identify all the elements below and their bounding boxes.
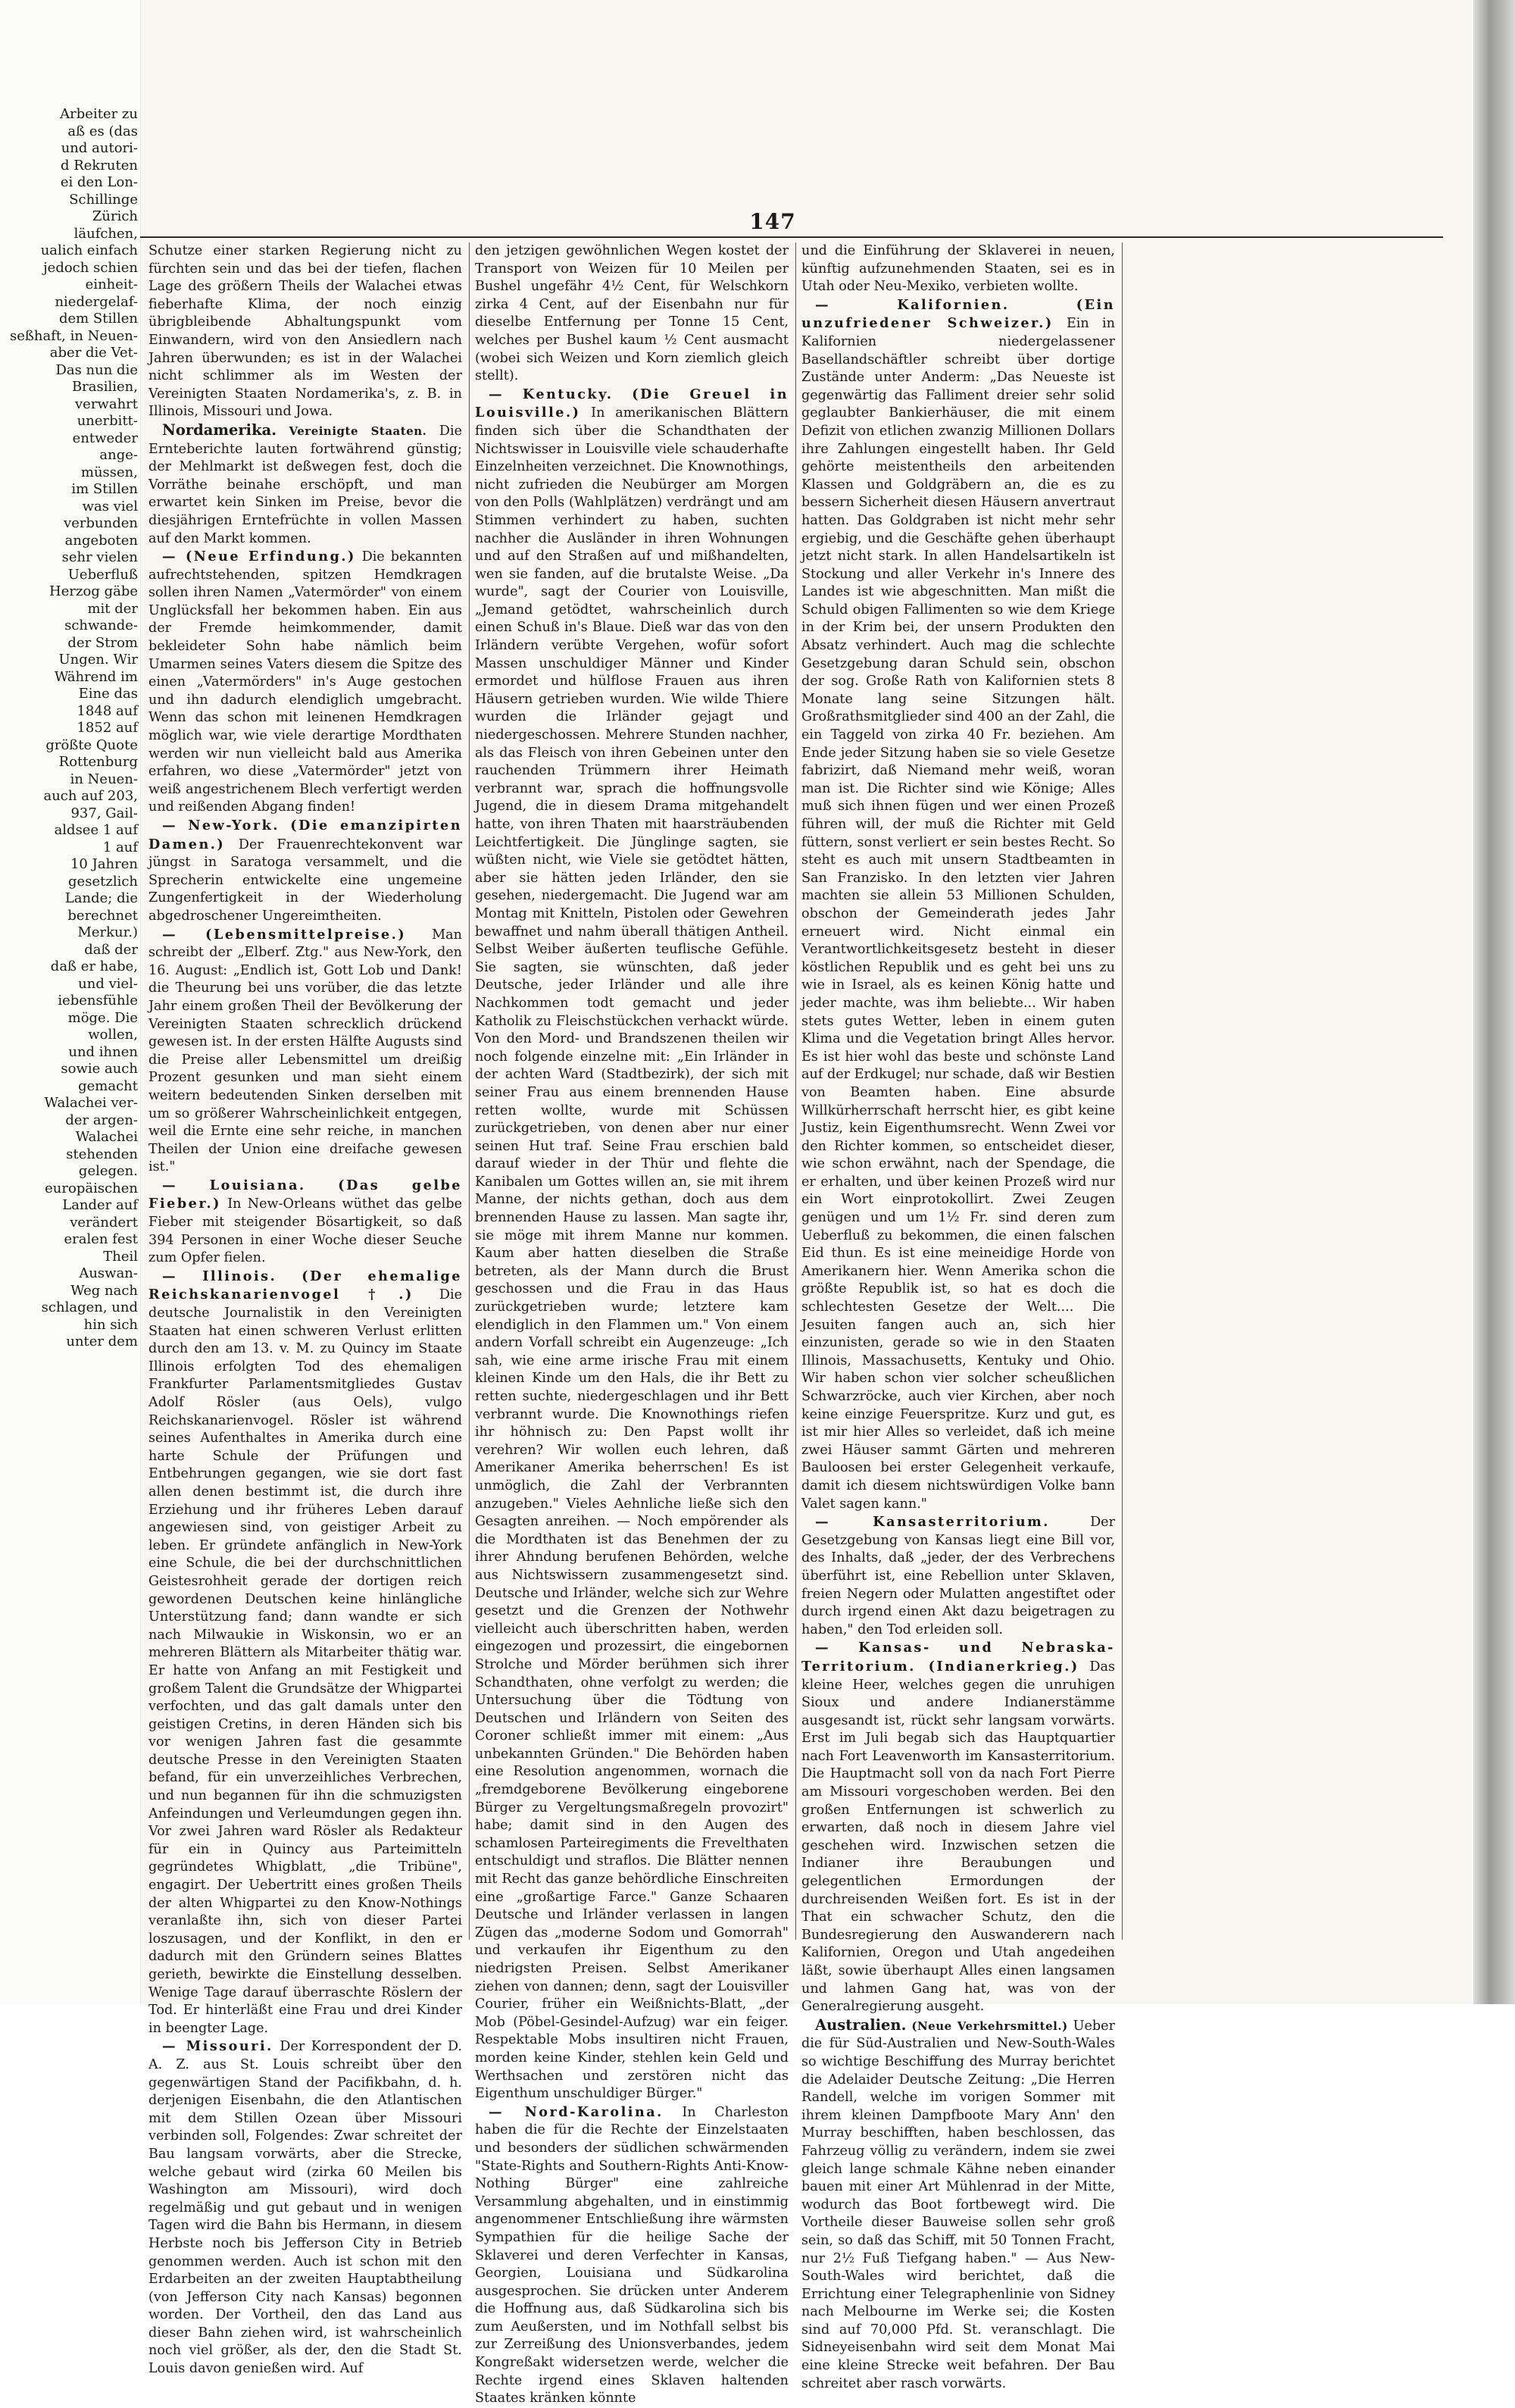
news-item [475, 386, 789, 2103]
region-article [148, 421, 462, 548]
item-heading: — New-York. (Die emanzipirten Damen.) [148, 818, 462, 852]
item-body: Die Ernteberichte lauten fortwährend günstig; der Mehlmarkt ist deßwegen fest, doch die Vorräthe beinahe erschöpft, und man erwartet kein Sinken im Preise, bevor die diesjährigen Erntefrüchte in vollen Massen auf den Markt kommen. [148, 423, 462, 546]
adjacent-page-line: angeboten [64, 532, 138, 549]
adjacent-page-line: müssen, [80, 464, 138, 480]
item-body: Die deutsche Journalistik in den Vereinigten Staaten hat einen schweren Verlust erlitten durch den am 13. v. M. zu Quincy im Staate Illinois erfolgten Tod des ehemaligen Frankfurter Parlamentsmitgliedes Gustav Adolf Rösler (aus Oels), vulgo Reichskanarienvogel. Rösler ist während seines Aufenthaltes in Amerika durch eine harte Schule der Prüfungen und Entbehrungen gegangen, wie sie dort fast allen denen bestimmt ist, die durch ihre Erziehung und ihr früheres Leben darauf angewiesen sind, von geistiger Arbeit zu leben. Er gründete anfänglich in New-York eine Schule, die bei der durchschnittlichen Geistesrohheit gerade der dortigen reich gewordenen Deutschen keine hinlängliche Unterstützung fand; dann wandte er sich nach Milwaukie in Wiskonsin, wo er an mehreren Blättern als Mitarbeiter thätig war. Er hatte von Anfang an mit Festigkeit und großem Talent die Grundsätze der Whigpartei verfochten, und das galt damals unter den geistigen Cretins, in deren Händen sich bis vor wenigen Jahren fast die gesammte deutsche Presse in den Vereinigten Staaten befand, für ein unverzeihliches Verbrechen, und nun begannen für ihn die schmuzigsten Anfeindungen und Verleumdungen gegen ihn. Vor zwei Jahren ward Rösler als Redakteur für ein in Quincy aus Parteimitteln gegründetes Whigblatt, „die Tribüne", engagirt. Der Uebertritt eines großen Theils der alten Whigpartei zu den Know-Nothings veranlaßte ihn, sich von dieser Partei loszusagen, und der Konflikt, in den er dadurch mit den Gründern seines Blattes gerieth, bewirkte die Einstellung desselben. Wenige Tage darauf überraschte Röslern der Tod. Er hinterläßt eine Frau und drei Kinder in beengter Lage. [148, 1287, 462, 2036]
adjacent-page-line: der argen- [65, 1112, 138, 1128]
header-rule [140, 236, 1443, 238]
adjacent-page-line: gemacht [78, 1077, 138, 1094]
adjacent-page-line: Rottenburg [58, 754, 138, 770]
adjacent-page-line: sowie auch [61, 1061, 138, 1077]
adjacent-page-line: 937, Gail- [70, 805, 138, 821]
item-heading: — Kansasterritorium. [815, 1514, 1050, 1531]
item-body: Ein in Kalifornien niedergelassener Basellandschäftler schreibt über dortige Zustände unter Anderm: „Das Neueste ist gegenwärtig das Falliment dreier sehr solid geglaubter Bankierhäuser, die mit einem Defizit von etlichen zwanzig Millionen Dollars ihre Zahlungen eingestellt haben. Ihr Geld gehörte meistentheils den arbeitenden Klassen und Goldgräbern an, die es zu bessern Sicherheit diesen Häusern anvertraut hatten. Das Goldgraben ist nicht mehr sehr ergiebig, und die Geschäfte gehen überhaupt jetzt nicht stark. In allen Handelsartikeln ist Stockung und aller Verkehr in's Innere des Landes ist wie abgeschnitten. Man mißt die Schuld obigen Fallimenten so wie dem Kriege in der Krim bei, der unsern Produkten den Absatz verhindert. Auch mag die schlechte Gesetzgebung daran Schuld sein, obschon der sog. Große Rath von Kalifornien stets 8 Monate lang seine Sitzungen hält. Großrathsmitglieder sind 400 an der Zahl, die ein Taggeld von zirka 40 Fr. beziehen. Am Ende jeder Sitzung haben sie so viele Gesetze fabrizirt, daß Niemand mehr weiß, woran man ist. Die Richter sind wie Könige; Alles muß sich ihnen fügen und wer einen Prozeß führen will, der muß die Richter mit Geld füttern, sonst verliert er sein bestes Recht. So steht es auch mit unsern Stadtbeamten in San Franzisko. In den letzten vier Jahren machten sie allein 53 Millionen Schulden, obschon der Gemeinderath jedes Jahr erneuert wird. Nicht einmal ein Verantwortlichkeitsgesetz besteht in dieser köstlichen Republik und es geht bei uns zu wie in Israel, als es keinen König hatte und jeder machte, was ihm beliebte... Wir haben stets gutes Wetter, leben in einem guten Klima und die Vegetation bringt Alles hervor. Es ist hier wohl das beste und schönste Land auf der Erdkugel; nur schade, daß wir Bestien von Beamten haben. Eine absurde Willkürherrschaft herrscht hier, es gibt keine Justiz, kein Eigenthumsrecht. Wenn Zwei vor den Richter kommen, so entscheidet dieser, wie schon erwähnt, nach der Spendage, die er erhalten, und über keinen Prozeß wird nur ein Wort einprotokollirt. Zwei Zeugen genügen und um 1½ Fr. sind deren zum Ueberfluß zu bekommen, die einen falschen Eid thun. Es ist eine meineidige Horde von Amerikanern hier. Wenn Amerika schon die größte Republik ist, so hat es doch die schlechtesten Gesetze der Welt.... Die Jesuiten fangen auch an, sich hier einzunisten, gerade so wie in den Staaten Illinois, Massachusetts, Kentuky und Ohio. Wir haben schon vier solcher scheußlichen Schwarzröcke, auch vier Kirchen, aber noch keine einzige Feuerspritze. Kurz und gut, es ist mir hier Alles so verleidet, daß ich meine zwei Häuser sammt Gärten und mehreren Bauloosen bei erster Gelegenheit verkaufe, damit ich diesem nichtswürdigen Volke bann Valet sagen kann." [801, 316, 1115, 1512]
adjacent-page-line: Das nun die [55, 361, 138, 378]
adjacent-page-line: in Neuen- [70, 771, 138, 787]
adjacent-page-line: Lande; die [64, 890, 138, 906]
text-column-1 [148, 242, 463, 2377]
adjacent-page-line: Während im [54, 668, 138, 685]
item-heading: — (Lebensmittelpreise.) [162, 926, 407, 943]
adjacent-page-line: Weg nach [70, 1282, 138, 1299]
news-item [801, 1513, 1115, 1639]
adjacent-page-line: Lander auf [62, 1197, 138, 1213]
adjacent-page-line: Auswan- [79, 1265, 138, 1281]
adjacent-page-line: unerbitt- [77, 413, 138, 429]
adjacent-page-line: daß er habe, [50, 959, 138, 974]
item-heading: — Kalifornien. (Ein unzufriedener Schweizer.) [801, 296, 1115, 332]
item-heading: — (Neue Erfindung.) [162, 549, 356, 565]
news-item [148, 817, 462, 926]
news-item [475, 2103, 789, 2408]
news-item [148, 926, 462, 1177]
adjacent-page-line: und viel- [78, 975, 138, 992]
adjacent-page-line: Arbeiter zu [60, 106, 138, 122]
adjacent-page-line: Zürich [92, 208, 138, 224]
adjacent-page-line: größte Quote [45, 736, 138, 753]
text-column-3 [801, 242, 1115, 2391]
item-subheading: Vereinigte Staaten. [289, 424, 427, 438]
column-rule [1122, 242, 1123, 1940]
adjacent-page-line: hin sich [83, 1316, 138, 1333]
adjacent-page-line: niedergelaf- [55, 293, 138, 310]
item-subheading: (Neue Verkehrsmittel.) [911, 2019, 1068, 2033]
adjacent-page-line: ange- [99, 447, 138, 463]
item-body: In amerikanischen Blättern finden sich über die Schandthaten der Nichtswisser in Louisville viele schauderhafte Einzelnheiten verzeichnet. Die Knownothings, nicht zufrieden die Neubürger am Morgen von den Polls (Wahlplätzen) verdrängt und am Stimmen verhindert zu haben, suchten nachher die Ausländer in ihren Wohnungen und auf den Straßen auf und mißhandelten, wen sie fanden, auf die brutalste Weise. „Da wurde", sagt der Courier von Louisville, „Jemand getödtet, wahrscheinlich durch einen Schuß in's Blaue. Dieß war das von den Irländern verübte Vergehen, wofür sofort Massen unschuldiger Männer und Kinder ermordet und hülflose Frauen aus ihren Häusern getrieben wurden. Wie wilde Thiere wurden die Irländer gejagt und niedergeschossen. Mehrere Stunden nachher, als das Fleisch von ihren Gebeinen unter den rauchenden Trümmern ihrer Heimath verbrannt war, sprach die hoffnungsvolle Jugend, die in diesem Drama mitgehandelt hatte, von ihren Thaten mit haarsträubenden Leichtfertigkeit. Die Jünglinge sagten, sie wüßten nicht, wie Viele sie getödtet hätten, aber sie hätten jeden Irländer, den sie gesehen, niedergemacht. Die Jugend war am Montag mit Knitteln, Pistolen oder Gewehren bewaffnet und nahm überall thätigen Antheil. Selbst Weiber äußerten teuflische Gefühle. Sie sagten, sie wünschten, daß jeder Deutsche, jeder Irländer und alle ihre Nachkommen todt gemacht und jeder Katholik zu Fleischstückchen verhackt würde. Von den Mord- und Brandszenen theilen wir noch folgende einzelne mit: „Ein Irländer in der achten Ward (Stadtbezirk), der sich mit seiner Frau aus einem brennenden Hause retten wollte, wurde mit Schüssen zurückgetrieben, von denen aber nur einer seinen Hut traf. Seine Frau erschien bald darauf wieder in der Thür und flehte die Kanibalen um Gottes willen an, sie mit ihrem Manne, der nichts gethan, doch aus dem brennenden Hause zu lassen. Man sagte ihr, sie möge mit ihrem Manne nur kommen. Kaum aber hatten dieselben die Straße betreten, als der Mann durch die Brust geschossen und die Frau in das Haus zurückgetrieben wurde; letztere kam elendiglich in den Flammen um." Von einem andern Vorfall schreibt ein Augenzeuge: „Ich sah, wie eine arme irische Frau mit einem kleinen Kinde um den Hals, die ihr Bett zu retten suchte, niedergeschlagen und ihr Bett verbrannt wurde. Die Knownothings riefen ihr höhnisch zu: Den Papst wollt ihr verehren? Wir wollen euch lehren, daß Amerikaner Amerika beherrschen! Es ist unmöglich, die Zahl der Verbrannten anzugeben." Vieles Aehnliche ließe sich den Gesagten anreihen. — Noch empörender als die Mordthaten ist das Benehmen der zu ihrer Ahndung berufenen Behörden, welche aus Nichtswissern zusammengesetzt sind. Deutsche und Irländer, welche sich zur Wehre gesetzt und die Grenzen der Nothwehr vielleicht auch überschritten haben, werden eingezogen und prozessirt, die eingebornen Strolche und Mörder berühmen sich ihrer Schandthaten, ohne verfolgt zu werden; die Untersuchung über die Tödtung von Deutschen und Irländern von Seiten des Coroner schließt immer mit einem: „Aus unbekannten Gründen." Die Behörden haben eine Resolution angenommen, wornach die „fremdgeborene Bevölkerung eingeborene Bürger zu Vergeltungsmaßregeln provozirt" habe; damit sind in den Augen des schamlosen Parteiregiments die Frevelthaten entschuldigt und straflos. Die Blätter nennen mit Recht das ganze behördliche Einschreiten eine „großartige Farce." Ganze Schaaren Deutsche und Irländer verlassen in langen Zügen das „moderne Sodom und Gomorrah" und verkaufen ihr Eigenthum zu den niedrigsten Preisen. Selbst Amerikaner ziehen von dannen; denn, sagt der Louisviller Courier, früher ein Weißnichts-Blatt, „der Mob (Pöbel-Gesindel-Aufzug) war ein feiger. Respektable Mobs insultiren nicht Frauen, morden keine Kinder, stehlen kein Geld und Werthsachen und zerstören nicht das Eigenthum unschuldiger Bürger." [475, 405, 789, 2102]
adjacent-page-line: einheit- [85, 277, 138, 292]
adjacent-page-line: entweder [72, 430, 138, 446]
page-number: 147 [749, 209, 796, 234]
adjacent-page-line: seßhaft, in Neuen- [10, 327, 138, 344]
news-item [148, 1268, 462, 2038]
adjacent-page-line: ualich einfach [40, 242, 138, 258]
adjacent-page-line: aldsee 1 auf [54, 822, 138, 838]
item-body: In New-Orleans wüthet das gelbe Fieber mit steigender Bösartigkeit, so daß 394 Personen in einer Woche dieser Seuche zum Opfer fielen. [148, 1196, 463, 1266]
item-body: Der Korrespondent der D. A. Z. aus St. Louis schreibt über den gegenwärtigen Stand der Pacifikbahn, d. h. derjenigen Eisenbahn, die den Atlantischen mit dem Stillen Ozean über Missouri verbinden soll, Folgendes: Zwar schreitet der Bau langsam vorwärts, aber die Strecke, welche gebaut wird (zirka 60 Meilen bis Washington am Missouri), wird doch regelmäßig und gut gebaut und in wenigen Tagen wird die Bahn bis Hermann, in diesem Herbste noch bis Jefferson City in Betrieb genommen werden. Auch ist schon mit den Erdarbeiten an der zweiten Hauptabtheilung (von Jefferson City nach Kansas) begonnen worden. Der Vortheil, den das Land aus dieser Bahn ziehen wird, ist wahrscheinlich noch viel größer, als der, den die Stadt St. Louis davon genießen wird. Auf [148, 2039, 463, 2377]
adjacent-page-text [0, 106, 138, 1351]
adjacent-page-line: Eine das [78, 686, 138, 702]
adjacent-page-line: schwande- [64, 618, 138, 633]
adjacent-page-line: Walachei ver- [44, 1095, 138, 1111]
item-body: Ueber die für Süd-Australien und New-South-Wales so wichtige Beschiffung des Murray berichtet die Adelaider Deutsche Zeitung: „Die Herren Randell, welche im vorigen Sommer mit ihrem kleinen Dampfboote Mary Ann' den Murray beschifften, haben beschlossen, das Fahrzeug völlig zu verändern, indem sie zwei gleich lange schmale Kähne neben einander bauen mit einer Art Mühlenrad in der Mitte, wodurch das Boot fortbewegt wird. Die Vortheile dieser Bauweise sollen sehr groß sein, so daß das Schiff, mit 50 Tonnen Fracht, nur 2½ Fuß Tiefgang haben." — Aus New-South-Wales wird berichtet, daß die Errichtung einer Telegraphenlinie von Sidney nach Melbourne im Werke sei; die Kosten sind auf 70,000 Pfd. St. veranschlagt. Die Sidneyeisenbahn wird seit dem Monat Mai eine kleine Strecke weit befahren. Der Bau schreitet aber rasch vorwärts. [801, 2018, 1115, 2391]
adjacent-page-line: jedoch schien [43, 259, 138, 276]
article-continuation [801, 242, 1115, 296]
item-body: Man schreibt der „Elberf. Ztg." aus New-York, den 16. August: „Endlich ist, Gott Lob und Dank! die Theurung bei uns vorüber, die das letzte Jahr einem großen Theil der Bevölkerung der Vereinigten Staaten schrecklich drückend gewesen ist. In der ersten Hälfte Augusts sind die Preise aller Lebensmittel um dreißig Prozent gesunken und man sieht einem weitern bedeutenden Sinken derselben mit um so größerer Wahrscheinlichkeit entgegen, weil die Ernte eine sehr reiche, in manchen Theilen der Union eine dreifache gewesen ist." [148, 927, 463, 1175]
article-continuation [148, 242, 462, 421]
news-item [148, 2037, 462, 2378]
adjacent-page-line: unter dem [66, 1334, 138, 1349]
item-heading: — Kansas- und Nebraska-Territorium. (Indianerkrieg.) [801, 1640, 1115, 1675]
adjacent-page-line: eralen fest [64, 1231, 138, 1247]
adjacent-page-line: verändert [70, 1214, 138, 1231]
adjacent-page-line: 1848 auf [77, 702, 138, 719]
adjacent-page-line: europäischen [45, 1180, 138, 1196]
adjacent-page-line: Schillinge [69, 191, 138, 208]
region-heading: Australien. [815, 2016, 907, 2034]
item-body: Das kleine Heer, welches gegen die unruhigen Sioux und andere Indianerstämme ausgesandt ist, rückt sehr langsam vorwärts. Erst im Juli begab sich das Hauptquartier nach Fort Leavenworth im Kansasterritorium. Die Hauptmacht soll von da nach Fort Pierre am Missouri vorgeschoben werden. Bei den großen Entfernungen ist schwerlich zu erwarten, daß noch in diesem Jahre viel geschehen wird. Inzwischen setzen die Indianer ihre Beraubungen und gelegentlichen Ermordungen der durchreisenden Weißen fort. Es ist in der That ein schwacher Schutz, den die Bundesregierung den Auswanderern nach Kalifornien, Oregon und Utah angedeihen läßt, sowie überhaupt Alles einen langsamen und lahmen Gang hat, was von der Generalregierung ausgeht. [801, 1659, 1115, 2015]
adjacent-page-line: daß der [84, 941, 138, 958]
adjacent-page-line: Brasilien, [71, 379, 138, 395]
adjacent-page-line: was viel [82, 498, 138, 514]
item-body: den jetzigen gewöhnlichen Wegen kostet der Transport von Weizen für 10 Meilen per Bushel ungefähr 4½ Cent, für Welschkorn zirka 4 Cent, auf der Eisenbahn nur für dieselbe Entfernung per Tonne 15 Cent, welches per Bushel kaum ½ Cent ausmacht (wobei sich Weizen und Korn ziemlich gleich stellt). [475, 243, 789, 384]
adjacent-page-line: und ihnen [68, 1043, 138, 1060]
article-continuation [475, 242, 789, 386]
adjacent-page-line: Ungen. Wir [58, 652, 138, 668]
item-heading: — Illinois. (Der ehemalige Reichskanarienvogel †.) [148, 1268, 462, 1303]
adjacent-page-line: iebensfühle [58, 993, 138, 1009]
column-rule [469, 242, 470, 1940]
adjacent-page-line: berechnet [67, 907, 138, 924]
adjacent-page-line: dem Stillen [58, 311, 138, 327]
adjacent-page-line: mit der [87, 600, 138, 617]
news-item [148, 548, 462, 817]
page-fold-shadow [1473, 0, 1515, 2004]
adjacent-page-line: d Rekruten [60, 157, 138, 174]
adjacent-page-line: 10 Jahren [70, 856, 138, 872]
adjacent-page-line: schlagen, und [41, 1299, 138, 1315]
adjacent-page-line: wollen, [88, 1027, 138, 1043]
item-body: Die bekannten aufrechtstehenden, spitzen Hemdkragen sollen ihren Namen „Vatermörder" von einem Unglücksfall her bekommen haben. Ein aus der Fremde heimkommender, damit bekleideter Sohn habe nämlich beim Umarmen seines Vaters diesem die Spitze des einen „Vatermörders" in's Auge gestochen und ihn dadurch elendiglich umgebracht. Wenn das schon mit leinenen Hemdkragen möglich war, wie viele derartige Mordthaten werden wir nun vielleicht bald aus Amerika erfahren, wo diese „Vatermörder" jetzt von weiß angestrichenem Blech verfertigt werden und reißenden Abgang finden! [148, 549, 462, 815]
adjacent-page-line: und autori- [61, 140, 138, 156]
adjacent-page-line: aber die Vet- [49, 345, 138, 361]
adjacent-page-line: ei den Lon- [60, 174, 138, 190]
adjacent-page-line: Herzog gäbe [49, 583, 138, 599]
news-item [148, 1177, 462, 1268]
adjacent-page-line: gelegen. [78, 1163, 138, 1179]
adjacent-page-line: auch auf 203, [43, 788, 138, 804]
adjacent-page-line: Walachei [75, 1129, 138, 1145]
text-column-2 [475, 242, 789, 2406]
news-item [801, 296, 1115, 1513]
adjacent-page-line: stehenden [66, 1146, 138, 1162]
adjacent-page-line: verwahrt [75, 396, 138, 412]
adjacent-page-fragment [0, 0, 141, 2004]
adjacent-page-line: sehr vielen Ueberfluß [61, 549, 138, 583]
adjacent-page-line: aß es (das [67, 123, 138, 139]
column-rule [795, 242, 796, 1940]
adjacent-page-line: verbunden [64, 515, 138, 531]
adjacent-page-line: 1 auf [102, 839, 138, 855]
adjacent-page-line: Merkur.) [77, 924, 138, 940]
item-body: In Charleston haben die für die Rechte der Einzelstaaten und besonders der südlichen schwärmenden "State-Rights and Southern-Rights Anti-Know-Nothing Bürger" eine zahlreiche Versammlung abgehalten, und in einstimmig angenommener Entschließung ihre wärmsten Sympathien für die heilige Sache der Sklaverei und deren Verfechter in Kansas, Georgien, Louisiana und Südkarolina ausgesprochen. Sie drücken unter Anderem die Hoffnung aus, daß Südkarolina sich bis zum Aeußersten, und im Nothfall selbst bis zur Zerreißung des Unionsverbandes, jedem Kongreßakt widersetzen werde, welcher die Rechte irgend eines Sklaven haltenden Staates kränken könnte [475, 2104, 789, 2406]
item-body: und die Einführung der Sklaverei in neuen, künftig aufzunehmenden Staaten, sei es in Utah oder Neu-Mexiko, verbieten wollte. [801, 243, 1115, 295]
region-article [801, 2016, 1115, 2393]
item-body: Schutze einer starken Regierung nicht zu fürchten sein und das bei der tiefen, flachen Lage des größern Theils der Walachei etwas fieberhafte Klima, der noch einzig übrigbleibende Abhaltungspunkt vom Einwandern, wird von den Ansiedlern nach Jahren überwunden; es ist in der Walachei nicht schlimmer als im Westen der Vereinigten Staaten Nordamerika's, z. B. in Illinois, Missouri und Jowa. [148, 243, 462, 420]
item-body: Der Gesetzgebung von Kansas liegt eine Bill vor, des Inhalts, daß „jeder, der des Verbrechens überführt ist, eine Rebellion unter Sklaven, freien Negern oder Mulatten angestiftet oder durch irgend einen Akt dazu beigetragen zu haben," den Tod erleiden soll. [801, 1515, 1115, 1637]
item-body: Der Frauenrechtekonvent war jüngst in Saratoga versammelt, und die Sprecherin entwickelte eine ungemeine Zungenfertigkeit in der Wiederholung abgedroschener Ungereimtheiten. [148, 837, 462, 924]
adjacent-page-line: gesetzlich [68, 873, 138, 890]
item-heading: — Nord-Karolina. [489, 2103, 664, 2120]
item-heading: — Kentucky. (Die Greuel in Louisville.) [475, 386, 789, 421]
adjacent-page-line: möge. Die [67, 1009, 138, 1026]
adjacent-page-line: im Stillen [71, 481, 138, 497]
adjacent-page-line: Theil [103, 1248, 138, 1265]
region-heading: Nordamerika. [162, 421, 277, 439]
news-item [801, 1639, 1115, 2016]
adjacent-page-line: läufchen, [73, 225, 138, 242]
item-heading: — Missouri. [162, 2038, 273, 2055]
item-heading: — Louisiana. (Das gelbe Fieber.) [148, 1177, 462, 1212]
adjacent-page-line: der Strom [67, 634, 138, 651]
adjacent-page-line: 1852 auf [77, 720, 138, 736]
